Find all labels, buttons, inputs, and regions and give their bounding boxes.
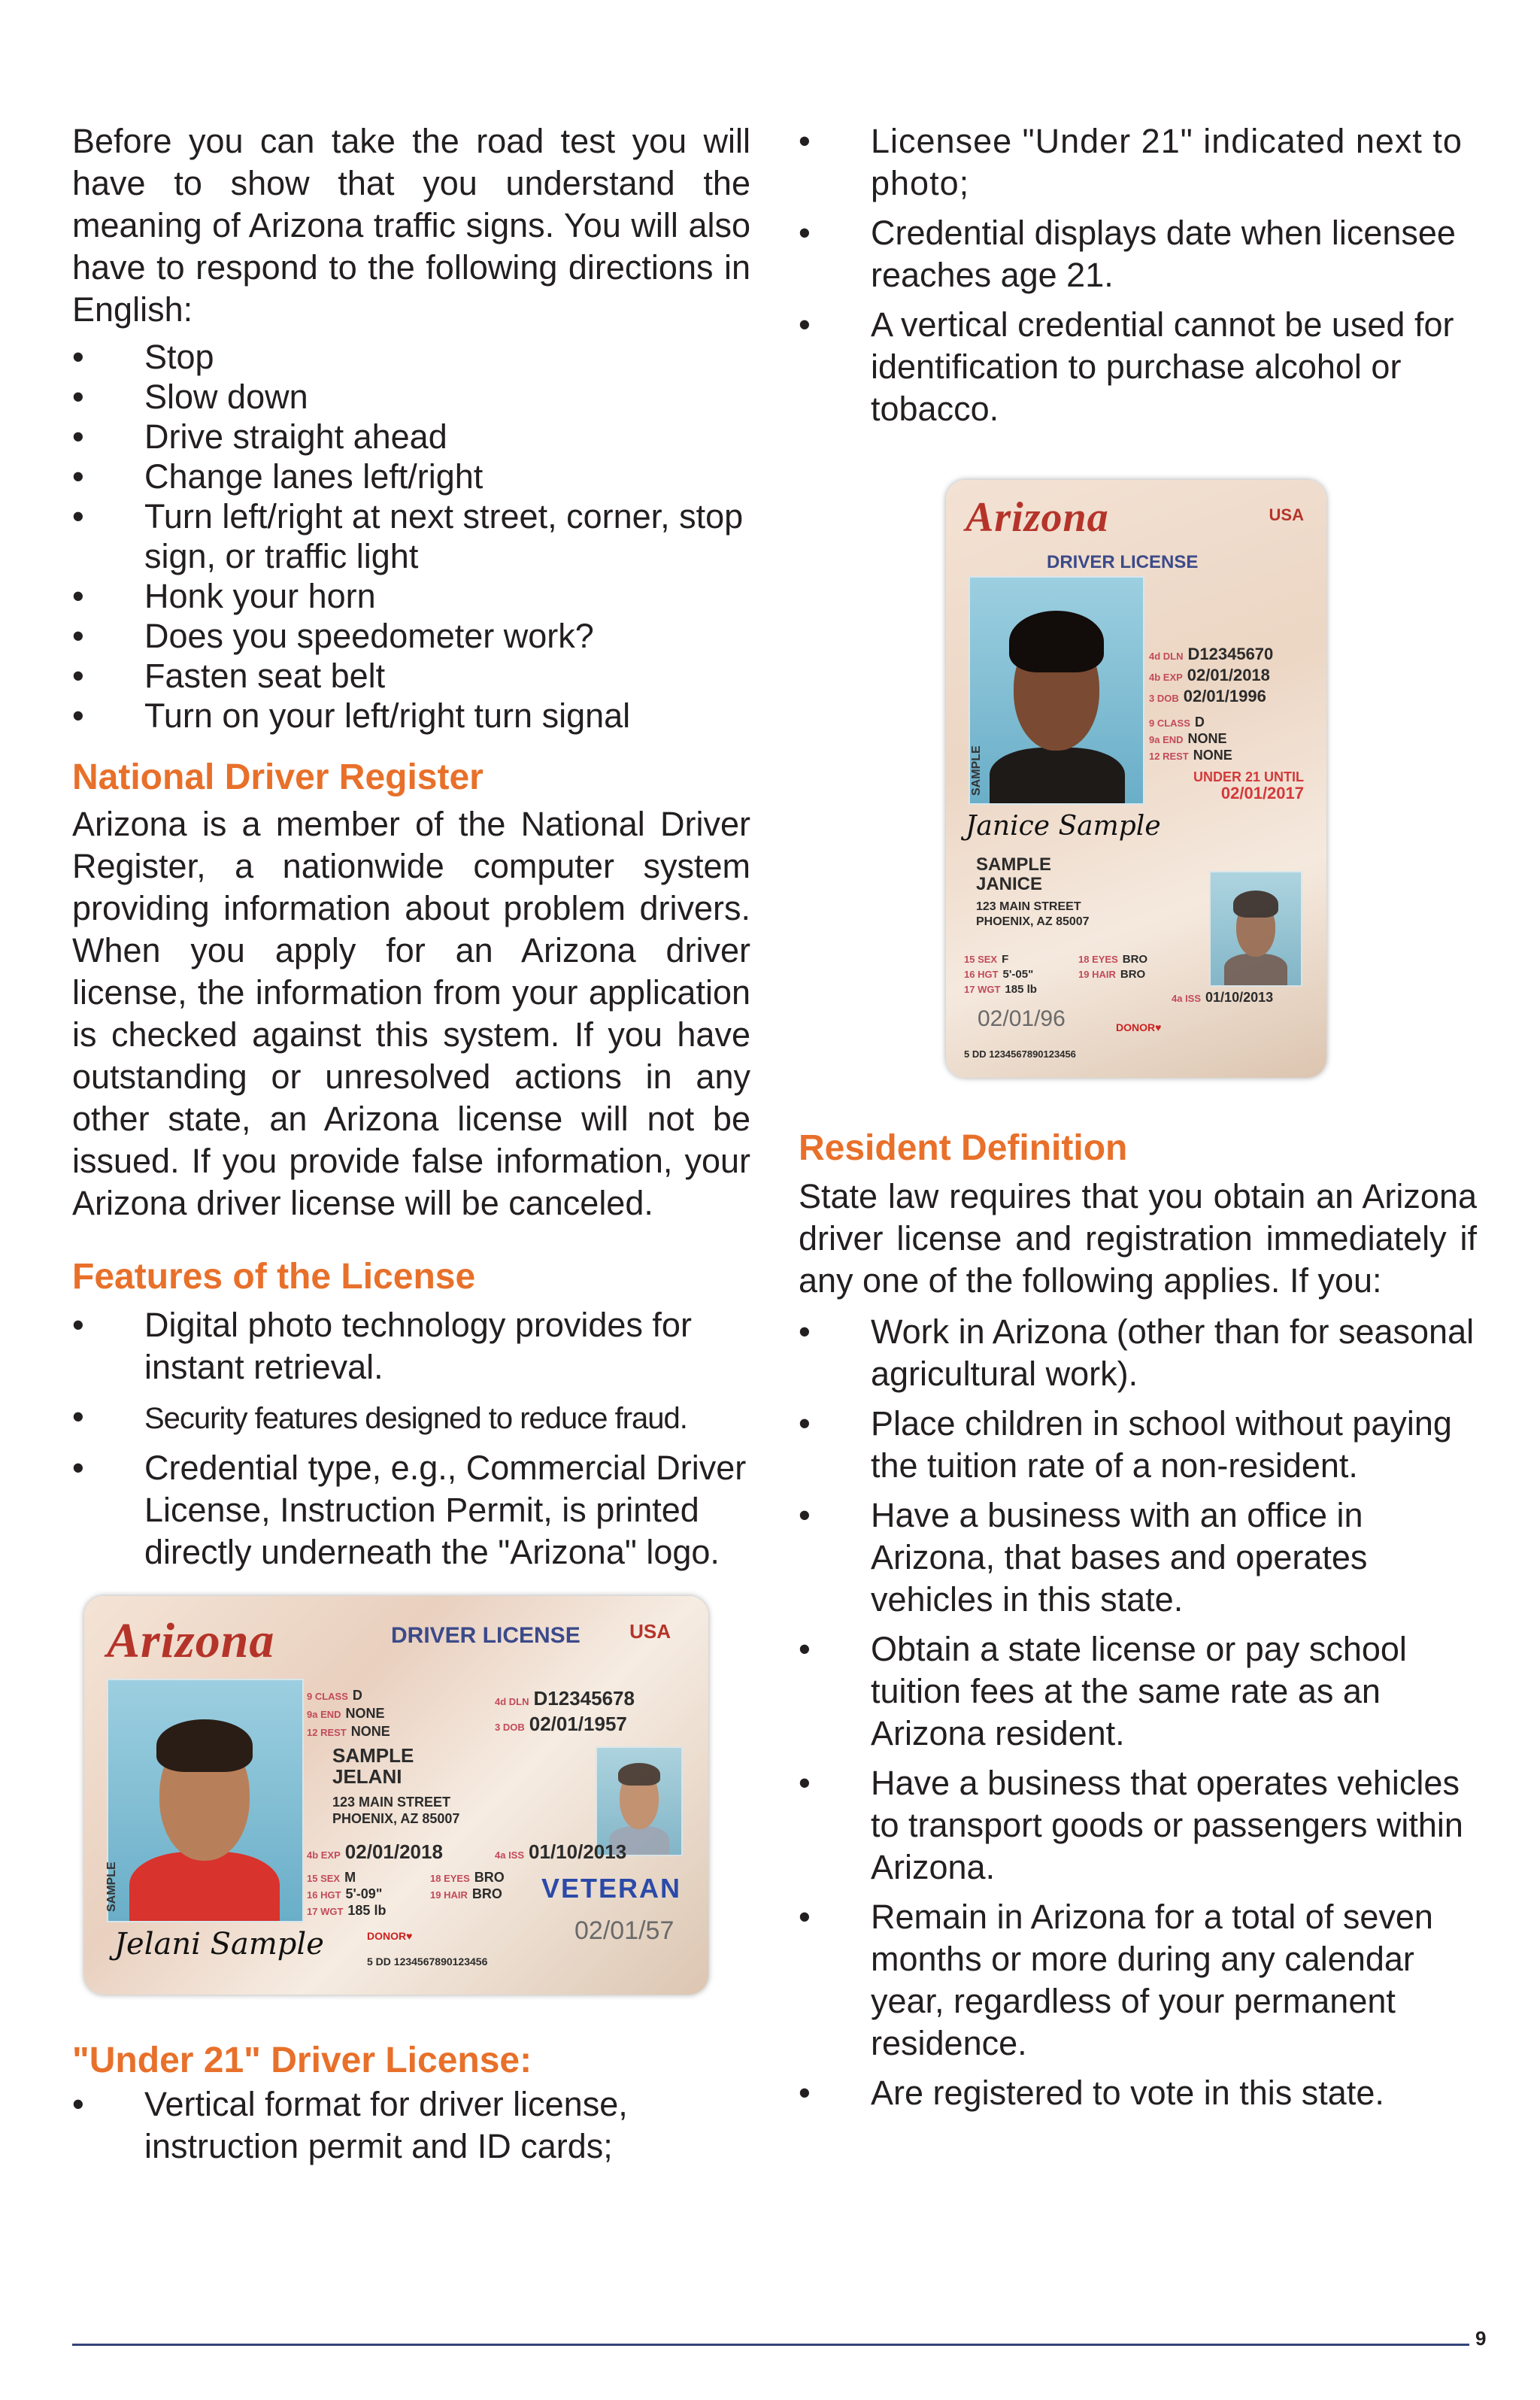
hgt-field: 16 HGT 5'-05" <box>964 968 1034 981</box>
dob-field: 3 DOB 02/01/1996 <box>1149 687 1266 705</box>
hair-field: 19 HAIR BRO <box>1078 968 1146 981</box>
card-country: USA <box>629 1620 671 1643</box>
class-field: 9 CLASS D <box>1149 715 1205 730</box>
card-type: DRIVER LICENSE <box>1047 552 1199 572</box>
list-item: • Fasten seat belt <box>72 657 386 695</box>
wgt-field: 17 WGT 185 lb <box>964 983 1037 996</box>
eyes-field: 18 EYES BRO <box>1078 953 1148 966</box>
exp-field: 4b EXP 02/01/2018 <box>307 1840 443 1863</box>
sex-field: 15 SEX M <box>307 1870 356 1885</box>
directions-list <box>72 337 750 736</box>
sex-field: 15 SEX F <box>964 953 1009 966</box>
list-item: • Credential type, e.g., Commercial Driver License, Instruction Permit, is printed directly underneath the "Arizona" logo. <box>72 1449 747 1571</box>
list-item: • Licensee "Under 21" indicated next to photo; <box>799 122 1463 202</box>
under-21-list <box>72 2083 750 2168</box>
features-heading: Features of the License <box>72 1257 476 1297</box>
dob-field: 3 DOB 02/01/1957 <box>495 1713 627 1735</box>
list-item: • Place children in school without paying the tuition rate of a non-resident. <box>799 1404 1452 1485</box>
list-item: • Have a business that operates vehicles to transport goods or passengers within Arizona. <box>799 1764 1463 1886</box>
sample-watermark: SAMPLE <box>105 1861 118 1912</box>
arizona-logo: Arizona <box>107 1613 275 1668</box>
card-type: DRIVER LICENSE <box>391 1623 581 1648</box>
rest-field: 12 REST NONE <box>1149 748 1232 763</box>
end-field: 9a END NONE <box>307 1706 385 1721</box>
license-photo <box>969 576 1144 805</box>
list-item: • A vertical credential cannot be used for identification to purchase alcohol or tobacco. <box>799 305 1454 428</box>
right-column <box>799 120 1477 2122</box>
veteran-badge: VETERAN <box>541 1873 682 1904</box>
rest-field: 12 REST NONE <box>307 1724 390 1739</box>
features-list <box>72 1304 750 1573</box>
list-item: • Does you speedometer work? <box>72 617 594 655</box>
horizontal-license-sample <box>84 1596 708 1995</box>
wgt-field: 17 WGT 185 lb <box>307 1903 387 1918</box>
list-item: • Are registered to vote in this state. <box>799 2074 1384 2112</box>
end-field: 9a END NONE <box>1149 731 1227 746</box>
list-item: • Digital photo technology provides for instant retrieval. <box>72 1306 692 1386</box>
page-number: 9 <box>1475 2327 1487 2350</box>
vertical-license-sample <box>946 480 1326 1078</box>
list-item: • Honk your horn <box>72 577 376 615</box>
signature: Janice Sample <box>966 811 1161 842</box>
road-test-intro: Before you can take the road test you will have to show that you understand the meaning of Arizona traffic signs. You will also have to respond to the following directions in English: <box>72 122 750 329</box>
dd-number: 5 DD 1234567890123456 <box>367 1955 488 1968</box>
ghost-dob: 02/01/57 <box>574 1916 675 1945</box>
ghost-photo <box>1209 871 1302 987</box>
under-21-until: UNDER 21 UNTIL 02/01/2017 <box>1193 769 1304 803</box>
list-item: • Turn on your left/right turn signal <box>72 696 631 735</box>
resident-definition-heading: Resident Definition <box>799 1128 1128 1168</box>
list-item: • Remain in Arizona for a total of seven months or more during any calendar year, regardless of your permanent residence. <box>799 1898 1433 2062</box>
dln-field: 4d DLN D12345678 <box>495 1687 635 1710</box>
ghost-dob: 02/01/96 <box>978 1006 1066 1031</box>
signature: Jelani Sample <box>114 1927 324 1962</box>
license-photo <box>107 1679 304 1922</box>
resident-definition-intro: State law requires that you obtain an Arizona driver license and registration immediately if any one of the following applies. If you: <box>799 1177 1477 1300</box>
list-item: • Security features designed to reduce fraud. <box>72 1397 687 1436</box>
first-name: JANICE <box>976 874 1043 894</box>
list-item: • Credential displays date when licensee reaches age 21. <box>799 214 1456 294</box>
list-item: • Slow down <box>72 378 308 416</box>
iss-field: 4a ISS 01/10/2013 <box>495 1840 627 1863</box>
street-address: 123 MAIN STREET <box>976 900 1081 913</box>
hgt-field: 16 HGT 5'-09" <box>307 1886 383 1901</box>
list-item: • Stop <box>72 338 214 376</box>
list-item: • Obtain a state license or pay school tuition fees at the same rate as an Arizona resident. <box>799 1630 1407 1752</box>
national-driver-register-text: Arizona is a member of the National Driver Register, a nationwide computer system providing information about problem drivers. When you apply for an Arizona driver license, the information from your application is checked against this system. If you have outstanding or unresolved actions in any other state, an Arizona license will not be issued. If you provide false information, your Arizona driver license will be canceled. <box>72 805 750 1222</box>
arizona-logo: Arizona <box>966 494 1109 541</box>
class-field: 9 CLASS D <box>307 1688 362 1703</box>
street-address: 123 MAIN STREET <box>332 1795 451 1810</box>
under-21-heading: "Under 21" Driver License: <box>72 2040 532 2080</box>
resident-definition-list <box>799 1311 1477 2114</box>
city-address: PHOENIX, AZ 85007 <box>976 915 1090 928</box>
first-name: JELANI <box>332 1765 402 1788</box>
card-country: USA <box>1269 505 1304 524</box>
list-item: • Change lanes left/right <box>72 457 484 496</box>
iss-field: 4a ISS 01/10/2013 <box>1172 990 1274 1005</box>
sample-watermark: SAMPLE <box>970 745 983 796</box>
list-item: • Drive straight ahead <box>72 417 447 456</box>
exp-field: 4b EXP 02/01/2018 <box>1149 666 1270 684</box>
left-column <box>72 120 750 2168</box>
last-name: SAMPLE <box>976 854 1052 875</box>
dd-number: 5 DD 1234567890123456 <box>964 1048 1076 1060</box>
national-driver-register-heading: National Driver Register <box>72 757 484 797</box>
list-item: • Have a business with an office in Arizona, that bases and operates vehicles in this state. <box>799 1496 1368 1619</box>
donor-indicator: DONOR♥ <box>367 1930 413 1942</box>
footer-rule <box>72 2344 1469 2346</box>
eyes-field: 18 EYES BRO <box>430 1870 505 1885</box>
city-address: PHOENIX, AZ 85007 <box>332 1811 460 1826</box>
last-name: SAMPLE <box>332 1744 414 1767</box>
donor-indicator: DONOR♥ <box>1116 1021 1162 1033</box>
under-21-list-continued <box>799 120 1477 430</box>
dln-field: 4d DLN D12345670 <box>1149 645 1274 663</box>
list-item: • Vertical format for driver license, instruction permit and ID cards; <box>72 2085 628 2165</box>
hair-field: 19 HAIR BRO <box>430 1886 502 1901</box>
list-item: • Turn left/right at next street, corner, stop sign, or traffic light <box>72 497 744 575</box>
list-item: • Work in Arizona (other than for seasonal agricultural work). <box>799 1312 1475 1393</box>
